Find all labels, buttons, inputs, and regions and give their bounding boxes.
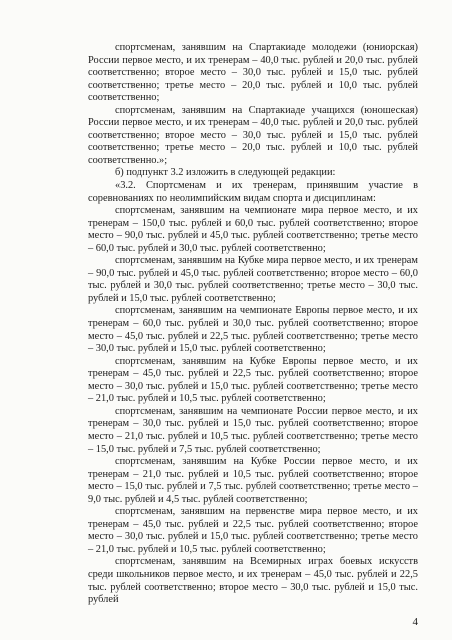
paragraph-european-cup: спортсменам, занявшим на Кубке Европы первое место, и их тренерам – 45,0 тыс. рублей и 22,5 тыс. рублей соответственно; второе место – 30,0 тыс. рублей и 15,0 тыс. рублей соответственно; третье место – 21,0 тыс. рублей и 10,5 тыс. рублей соответственно; [88, 355, 418, 405]
paragraph-russian-championship: спортсменам, занявшим на чемпионате России первое место, и их тренерам – 30,0 тыс. рублей и 15,0 тыс. рублей соответственно; второе место – 21,0 тыс. рублей и 10,5 тыс. рублей соответственно; третье место – 15,0 тыс. рублей и 7,5 тыс. рублей соответственно; [88, 405, 418, 455]
paragraph-world-martial-arts-games: спортсменам, занявшим на Всемирных играх боевых искусств среди школьников первое место, и их тренерам – 45,0 тыс. рублей и 22,5 тыс. рублей соответственно; второе место – 30,0 тыс. рублей и 15,0 тыс. рублей [88, 556, 418, 606]
page-number: 4 [412, 616, 418, 628]
paragraph-world-cup: спортсменам, занявшим на Кубке мира первое место, и их тренерам – 90,0 тыс. рублей и 45,0 тыс. рублей соответственно; второе место – 60,0 тыс. рублей и 30,0 тыс. рублей соответственно; третье место – 30,0 тыс. рублей и 15,0 тыс. рублей соответственно; [88, 255, 418, 304]
paragraph-students-spartakiad: спортсменам, занявшим на Спартакиаде учащихся (юношеская) России первое место, и их тренерам – 40,0 тыс. рублей и 20,0 тыс. рублей соответственно; второе место – 30,0 тыс. рублей и 15,0 тыс. рублей соответственно; третье место – 20,0 тыс. рублей и 10,0 тыс. рублей соответственно.»; [88, 104, 418, 166]
paragraph-subitem-b: б) подпункт 3.2 изложить в следующей редакции: [115, 167, 336, 179]
paragraph-section-3-2: «3.2. Спортсменам и их тренерам, принявшим участие в соревнованиях по неолимпийским видам спорта и дисциплинам: [88, 180, 418, 204]
paragraph-russian-cup: спортсменам, занявшим на Кубке России первое место, и их тренерам – 21,0 тыс. рублей и 10,5 тыс. рублей соответственно; второе место – 15,0 тыс. рублей и 7,5 тыс. рублей соответственно; третье место – 9,0 тыс. рублей и 4,5 тыс. рублей соответственно; [88, 456, 418, 505]
paragraph-youth-spartakiad: спортсменам, занявшим на Спартакиаде молодежи (юниорская) России первое место, и их тренерам – 40,0 тыс. рублей и 20,0 тыс. рублей соответственно; второе место – 30,0 тыс. рублей и 15,0 тыс. рублей соответственно; третье место – 20,0 тыс. рублей и 10,0 тыс. рублей соответственно; [88, 42, 418, 104]
document-body [88, 42, 418, 607]
paragraph-world-championship: спортсменам, занявшим на чемпионате мира первое место, и их тренерам – 150,0 тыс. рублей и 60,0 тыс. рублей соответственно; второе место – 90,0 тыс. рублей и 45,0 тыс. рублей соответственно; третье место – 60,0 тыс. рублей и 30,0 тыс. рублей соответственно; [88, 205, 418, 254]
paragraph-world-youth-championship: спортсменам, занявшим на первенстве мира первое место, и их тренерам – 45,0 тыс. рублей и 22,5 тыс. рублей соответственно; второе место – 30,0 тыс. рублей и 15,0 тыс. рублей соответственно; третье место – 21,0 тыс. рублей и 10,5 тыс. рублей соответственно; [88, 506, 418, 555]
paragraph-european-championship: спортсменам, занявшим на чемпионате Европы первое место, и их тренерам – 60,0 тыс. рублей и 30,0 тыс. рублей соответственно; второе место – 45,0 тыс. рублей и 22,5 тыс. рублей соответственно; третье место – 30,0 тыс. рублей и 15,0 тыс. рублей соответственно; [88, 305, 418, 355]
